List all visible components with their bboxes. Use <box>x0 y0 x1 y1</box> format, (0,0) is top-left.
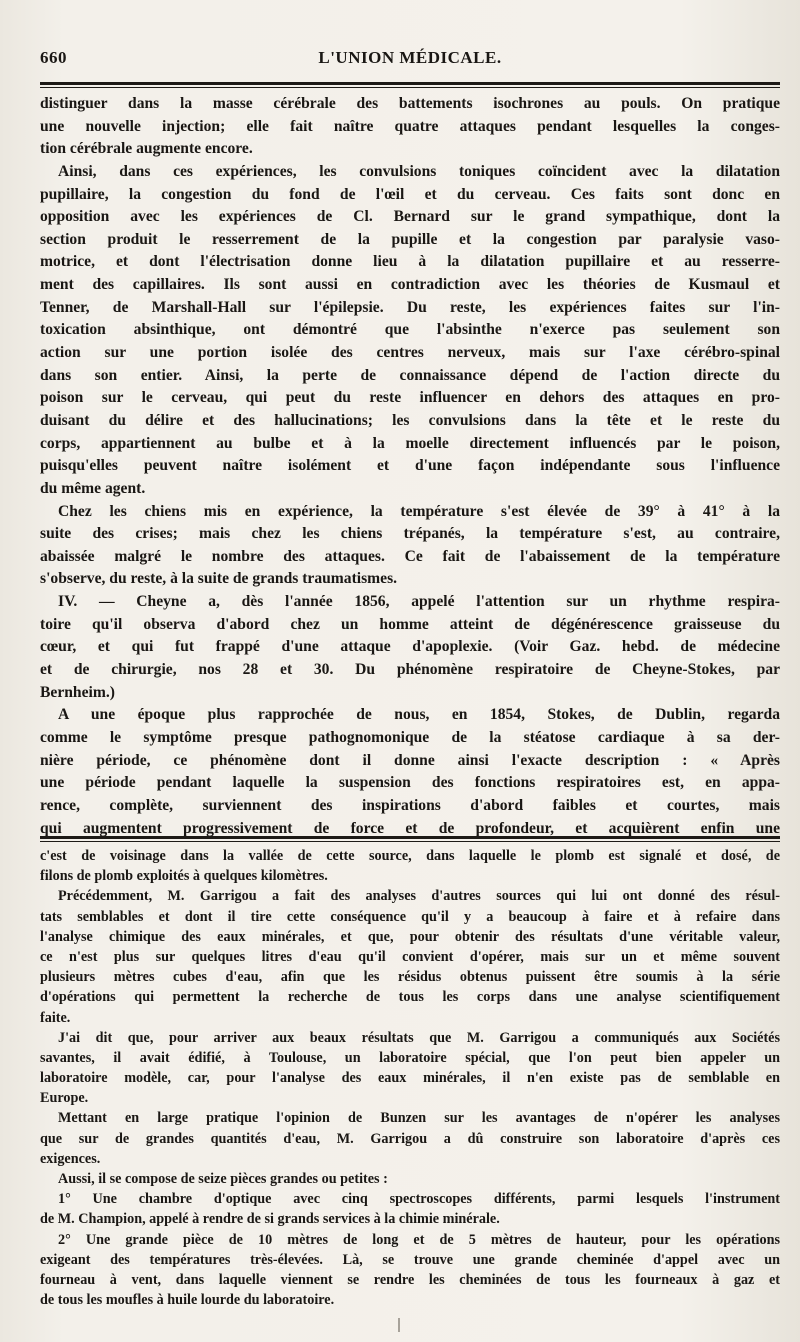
text-line: suite des crises; mais chez les chiens trépanés, la température s'est, au contraire, <box>40 525 780 543</box>
text-line: s'observe, du reste, à la suite de grands traumatismes. <box>40 570 398 588</box>
text-line: puisqu'elles peuvent naître isolément et d'une façon indépendante sous l'influence <box>40 457 780 475</box>
footnote-line: J'ai dit que, pour arriver aux beaux résultats que M. Garrigou a communiqués aux Sociétés <box>58 1029 780 1046</box>
text-line: A une époque plus rapprochée de nous, en 1854, Stokes, de Dublin, regarda <box>58 706 780 724</box>
text-line: et de chirurgie, nos 28 et 30. Du phénomène respiratoire de Cheyne-Stokes, par <box>40 661 780 679</box>
text-line: toxication absinthique, ont démontré que l'absinthe n'exerce pas seulement son <box>40 321 780 339</box>
text-line: Bernheim.) <box>40 683 115 701</box>
footnote-rule-thin <box>40 841 780 842</box>
text-line: tion cérébrale augmente encore. <box>40 140 253 158</box>
footnote-line: laboratoire modèle, car, pour l'analyse des eaux minérales, il n'en existe pas de semblable en <box>40 1070 780 1087</box>
footnote-line: Europe. <box>40 1090 89 1107</box>
text-line: une nouvelle injection; elle fait naître quatre attaques pendant lesquelles la conges- <box>40 117 780 135</box>
footnote-line: savantes, il avait édifié, à Toulouse, un laboratoire spécial, que l'on peut bien appeler un <box>40 1049 780 1066</box>
footnote-line: 1° Une chambre d'optique avec cinq spectroscopes différents, parmi lesquels l'instrument <box>58 1191 780 1208</box>
main-text <box>40 93 780 840</box>
footnote-line: de M. Champion, appelé à rendre de si grands services à la chimie minérale. <box>40 1211 500 1228</box>
text-line: Ainsi, dans ces expériences, les convulsions toniques coïncident avec la dilatation <box>58 162 780 180</box>
footnote-line: exigences. <box>40 1150 101 1167</box>
footnote-line: c'est de voisinage dans la vallée de cette source, dans laquelle le plomb est signalé et dosé, de <box>40 848 780 864</box>
footnote-line: filons de plomb exploités à quelques kilomètres. <box>40 868 328 885</box>
text-line: motrice, et dont l'électrisation donne lieu à la dilatation pupillaire et au resserre- <box>40 253 780 271</box>
gutter-mark <box>398 1318 400 1332</box>
footnote-line: tats semblables et dont il tire cette conséquence qu'il y a beaucoup à faire et à refaire dans <box>40 908 780 925</box>
text-line: abaissée malgré le nombre des attaques. Ce fait de l'abaissement de la température <box>40 547 780 565</box>
page-number: 660 <box>40 48 67 67</box>
text-line: du même agent. <box>40 479 146 497</box>
text-line: nière période, ce phénomène dont il donne ainsi l'exacte description : « Après <box>40 751 780 769</box>
text-line: IV. — Cheyne a, dès l'année 1856, appelé l'attention sur un rhythme respira- <box>58 593 780 611</box>
text-line: dans son entier. Ainsi, la perte de connaissance dépend de l'action directe du <box>40 366 780 384</box>
footnote-line: l'analyse chimique des eaux minérales, et que, pour obtenir des résultats d'une véritable valeur, <box>40 928 780 945</box>
text-line: opposition avec les expériences de Cl. Bernard sur le grand sympathique, dont la <box>40 208 780 226</box>
footnote-text <box>40 846 780 1310</box>
text-line: comme le symptôme presque pathognomonique de la stéatose cardiaque à sa der- <box>40 728 780 746</box>
text-line: distinguer dans la masse cérébrale des battements isochrones au pouls. On pratique <box>40 95 780 112</box>
running-header <box>40 48 780 74</box>
text-line: Tenner, de Marshall-Hall sur l'épilepsie. Du reste, les expériences faites sur l'in- <box>40 298 780 316</box>
text-line: poison sur le cerveau, qui peut du reste influencer en dehors des attaques en pro- <box>40 389 780 407</box>
text-line: section produit le resserrement de la pupille et la congestion par paralysie vaso- <box>40 230 780 248</box>
footnote-line: Aussi, il se compose de seize pièces grandes ou petites : <box>58 1171 388 1187</box>
text-line: Chez les chiens mis en expérience, la température s'est élevée de 39° à 41° à la <box>58 502 780 520</box>
footnote-line: que sur de grandes quantités d'eau, M. Garrigou a dû construire son laboratoire d'après ces <box>40 1130 780 1147</box>
footnote-line: plusieurs mètres cubes d'eau, afin que les résidus obtenus puissent être soumis à la série <box>40 969 780 986</box>
text-line: rence, complète, surviennent des inspirations d'abord faibles et courtes, mais <box>40 796 780 814</box>
text-line: corps, appartiennent au bulbe et à la moelle directement influencés par le poison, <box>40 434 780 452</box>
text-line: qui augmentent progressivement de force et de profondeur, et acquièrent enfin une <box>40 819 780 837</box>
footnote-line: d'opérations qui permettent la recherche de tous les corps dans une analyse scientifiquement <box>40 989 780 1006</box>
text-line: cœur, et qui fut frappé d'une attaque d'apoplexie. (Voir Gaz. hebd. de médecine <box>40 638 780 656</box>
footnote-line: faite. <box>40 1009 71 1026</box>
footnote-line: Mettant en large pratique l'opinion de Bunzen sur les avantages de n'opérer les analyses <box>58 1110 780 1127</box>
journal-title: L'UNION MÉDICALE. <box>318 48 502 67</box>
text-line: une période pendant laquelle la suspension des fonctions respiratoires est, en appa- <box>40 774 780 792</box>
header-rule-thin <box>40 87 780 88</box>
footnote-line: ce n'est plus sur quelques litres d'eau qu'il convient d'opérer, mais sur un et même souvent <box>40 948 780 965</box>
footnote-line: exigeant des températures très-élevées. Là, se trouve une grande cheminée d'appel avec un <box>40 1251 780 1268</box>
footnote-rule <box>40 836 780 839</box>
header-rule <box>40 82 780 85</box>
footnote-line: Précédemment, M. Garrigou a fait des analyses d'autres sources qui lui ont donné des résul- <box>58 888 780 905</box>
text-line: duisant du délire et des hallucinations; les convulsions dans la tête et le reste du <box>40 411 780 429</box>
text-line: ment des capillaires. Ils sont aussi en contradiction avec les théories de Kusmaul et <box>40 276 780 294</box>
text-line: action sur une portion isolée des centres nerveux, mais sur l'axe cérébro-spinal <box>40 344 780 362</box>
text-line: toire qu'il observa d'abord chez un homme atteint de dégénérescence graisseuse du <box>40 615 780 633</box>
text-line: pupillaire, la congestion du fond de l'œil et du cerveau. Ces faits sont donc en <box>40 185 780 203</box>
footnote-line: de tous les moufles à huile lourde du laboratoire. <box>40 1292 335 1309</box>
footnote-line: 2° Une grande pièce de 10 mètres de long et de 5 mètres de hauteur, pour les opérations <box>58 1231 780 1248</box>
footnote-line: fourneau à vent, dans laquelle viennent se rendre les cheminées de tous les fourneaux à gaz et <box>40 1271 780 1288</box>
